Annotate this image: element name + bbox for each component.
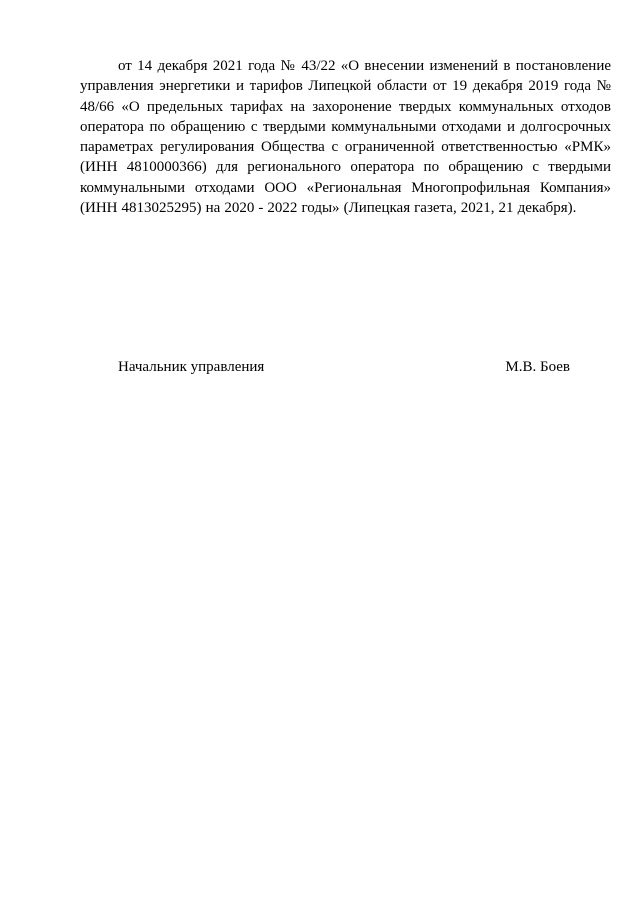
signatory-name: М.В. Боев [505,359,570,375]
signatory-position: Начальник управления [118,359,265,375]
document-paragraph: от 14 декабря 2021 года № 43/22 «О внесении изменений в постановление управления энергетики и тарифов Липецкой области от 19 декабря 2019 года № 48/66 «О предельных тарифах на захоронение твердых коммунальных отходов оператора по обращению с твердыми коммунальными отходами и долгосрочных параметрах регулирования Общества с ограниченной ответственностью «РМК» (ИНН 4810000366) для регионального оператора по обращению с твердыми коммунальными отходами ООО «Региональная Многопрофильная Компания» (ИНН 4813025295) на 2020 - 2022 годы» (Липецкая газета, 2021, 21 декабря). [80,58,611,217]
signature-block [118,357,570,377]
